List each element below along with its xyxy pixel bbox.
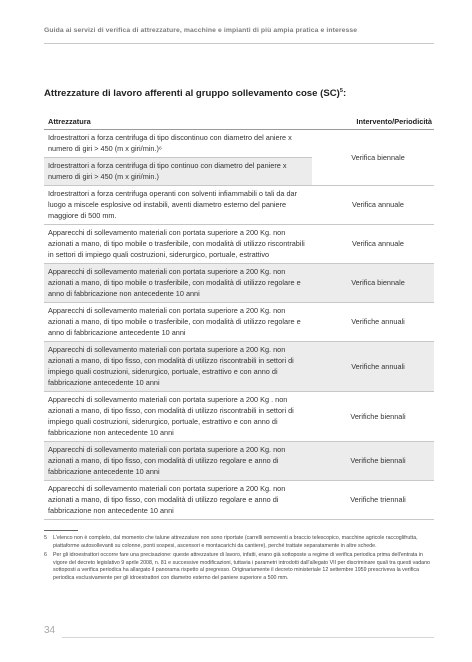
interval-cell: Verifiche annuali bbox=[312, 342, 434, 392]
table-row bbox=[44, 225, 434, 264]
footnote-text: L'elenco non è completo, dal momento che talune attrezzature non sono riportate (carrelli semoventi a braccio telescopico, macchine agricole raccoglifrutta, piattaforme autosollevanti su colonne, ponti sospesi, ascensori e montacarichi da cantiere), perché trattate separatamente in altre schede. bbox=[53, 535, 418, 549]
interval-cell: Verifica biennale bbox=[312, 264, 434, 303]
interval-cell: Verifiche biennali bbox=[312, 392, 434, 442]
equipment-cell: Apparecchi di sollevamento materiali con portata superiore a 200 Kg . non azionati a mano, di tipo fisso, con modalità di utilizzo riscontrabili in settori di impiego quali costruzioni, siderurgico, portuale, estrattivo e con anno di fabbricazione non antecedente 10 anni bbox=[44, 392, 312, 442]
footnote-text: Per gli idroestrattori occorre fare una precisazione: queste attrezzature di lavoro, infatti, erano già sottoposte a regime di verifica periodica prima dell'entrata in vigore del decreto legislativo 9 aprile 2008, n. 81 e successive modificazioni, tuttavia i parametri introdotti dall'allegato VII per discriminare quali tra questi vadano sottoposti a verifica periodica ha allargato il panorama rispetto al pregresso. Originariamente il decreto ministeriale 12 settembre 1959 prescriveva la verifica periodica esclusivamente per gli idroestrattori con diametro esterno del paniere superiore a 500 mm. bbox=[53, 552, 430, 581]
equipment-cell: Idroestrattori a forza centrifuga operanti con solventi infiammabili o tali da dar luogo a miscele esplosive od instabili, aventi diametro esterno del paniere maggiore di 500 mm. bbox=[44, 186, 312, 225]
equipment-cell: Apparecchi di sollevamento materiali con portata superiore a 200 Kg. non azionati a mano, di tipo mobile o trasferibile, con modalità di utilizzo regolare e anno di fabbricazione antecedente 10 anni bbox=[44, 303, 312, 342]
equipment-table bbox=[44, 113, 434, 520]
header-interval: Intervento/Periodicità bbox=[312, 113, 434, 130]
table-row bbox=[44, 130, 434, 158]
running-header: Guida ai servizi di verifica di attrezzature, macchine e impianti di più ampia pratica e interesse bbox=[44, 27, 358, 34]
footnote-rule bbox=[44, 530, 78, 531]
equipment-cell: Apparecchi di sollevamento materiali con portata superiore a 200 Kg. non azionati a mano, di tipo fisso, con modalità di utilizzo regolare e anno di fabbricazione antecedente 10 anni bbox=[44, 442, 312, 481]
section-title-footnote-ref: 5 bbox=[339, 88, 343, 94]
page-footer-rule bbox=[62, 637, 434, 638]
section-title-text: Attrezzature di lavoro afferenti al gruppo sollevamento cose (SC) bbox=[44, 88, 340, 100]
interval-cell: Verifiche biennali bbox=[312, 442, 434, 481]
interval-cell: Verifiche triennali bbox=[312, 481, 434, 520]
table-row bbox=[44, 392, 434, 442]
equipment-cell: Apparecchi di sollevamento materiali con portata superiore a 200 Kg. non azionati a mano, di tipo mobile o trasferibile, con modalità di utilizzo riscontrabili in settori di impiego quali costruzioni, siderurgico, portuale, estrattivo bbox=[44, 225, 312, 264]
section-title bbox=[44, 88, 434, 99]
interval-cell: Verifica biennale bbox=[312, 130, 434, 186]
interval-cell: Verifiche annuali bbox=[312, 303, 434, 342]
table-row bbox=[44, 186, 434, 225]
equipment-cell: Apparecchi di sollevamento materiali con portata superiore a 200 Kg. non azionati a mano, di tipo mobile o trasferibile, con modalità di utilizzo regolare e anno di fabbricazione non antecedente 10 anni bbox=[44, 264, 312, 303]
page-number: 34 bbox=[44, 625, 56, 636]
header-equipment: Attrezzatura bbox=[44, 113, 312, 130]
interval-cell: Verifica annuale bbox=[312, 225, 434, 264]
equipment-cell: Apparecchi di sollevamento materiali con portata superiore a 200 Kg. non azionati a mano, di tipo fisso, con modalità di utilizzo regolare e anno di fabbricazione non antecedente 10 anni bbox=[44, 481, 312, 520]
table-row bbox=[44, 442, 434, 481]
table-row bbox=[44, 481, 434, 520]
table-row bbox=[44, 342, 434, 392]
footnote bbox=[44, 535, 434, 550]
footnotes bbox=[44, 535, 434, 585]
table-row bbox=[44, 264, 434, 303]
equipment-cell: Idroestrattori a forza centrifuga di tipo discontinuo con diametro del aniere x numero di giri > 450 (m x giri/min.)⁶ bbox=[44, 130, 312, 158]
section-title-suffix: : bbox=[342, 88, 347, 100]
equipment-cell: Apparecchi di sollevamento materiali con portata superiore a 200 Kg. non azionati a mano, di tipo fisso, con modalità di utilizzo riscontrabili in settori di impiego quali costruzioni, siderurgico, portuale, estrattivo e con anno di fabbricazione antecedente 10 anni bbox=[44, 342, 312, 392]
interval-cell: Verifica annuale bbox=[312, 186, 434, 225]
footnote-number: 5 bbox=[44, 535, 47, 541]
table-row bbox=[44, 303, 434, 342]
header-rule bbox=[44, 43, 434, 44]
footnote bbox=[44, 552, 434, 582]
table-header-row bbox=[44, 113, 434, 130]
footnote-number: 6 bbox=[44, 552, 47, 559]
equipment-cell: Idroestrattori a forza centrifuga di tipo continuo con diametro del paniere x numero di giri > 450 (m x giri/min.) bbox=[44, 158, 312, 186]
